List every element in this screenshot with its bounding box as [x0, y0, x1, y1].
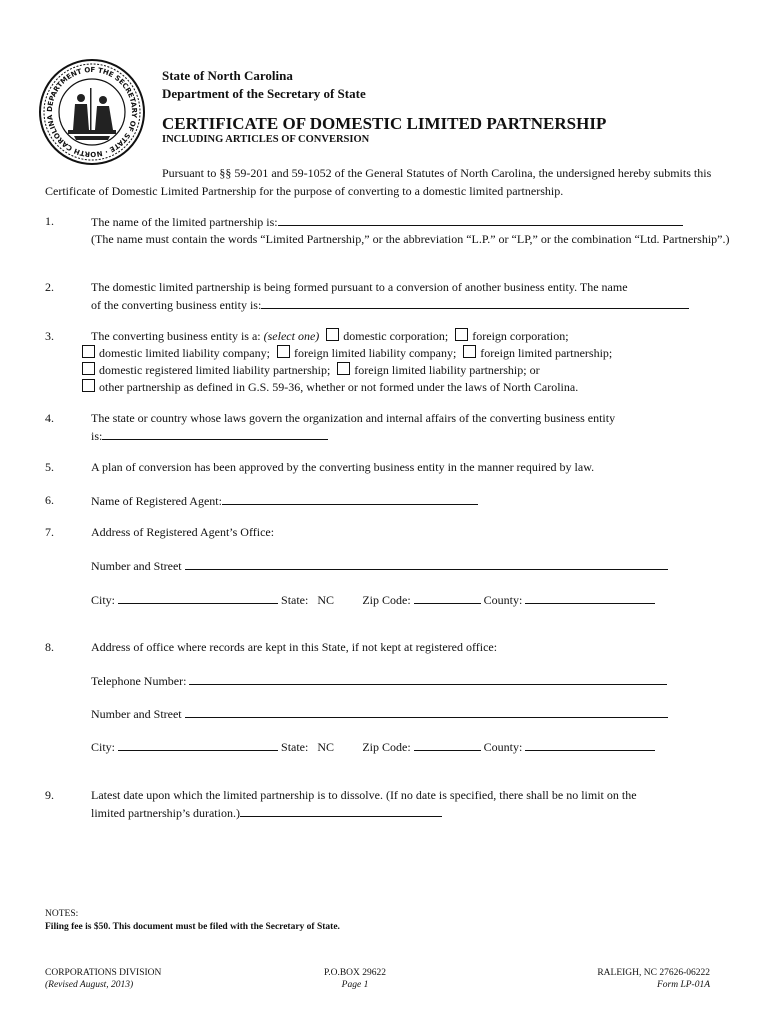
item-7-city-row [91, 591, 731, 609]
svg-text:DEPARTMENT OF THE SECRETARY OF [46, 66, 138, 158]
converting-entity-name-field[interactable] [261, 296, 689, 309]
item-number: 4. [45, 411, 54, 425]
state-seal [38, 58, 146, 166]
item-4 [91, 410, 731, 445]
agent-county-field[interactable] [525, 591, 655, 604]
item-7-text: Address of Registered Agent’s Office: [91, 525, 275, 539]
form-title: CERTIFICATE OF DOMESTIC LIMITED PARTNERSHIP [162, 114, 607, 133]
item-7-street-row [91, 557, 731, 575]
item-1 [91, 213, 731, 248]
footer-right [597, 967, 710, 991]
item-number: 3. [45, 329, 54, 343]
item-8-text: Address of office where records are kept in this State, if not kept at registered office: [91, 640, 498, 654]
item-5-text: A plan of conversion has been approved by the converting business entity in the manner required by law. [91, 460, 595, 474]
state-value: NC [317, 740, 335, 754]
item-number: 7. [45, 525, 54, 539]
state-value: NC [317, 593, 335, 607]
governing-jurisdiction-field[interactable] [102, 427, 328, 440]
phone-label: Telephone Number: [91, 674, 187, 688]
state-name: State of North Carolina [162, 68, 293, 83]
checkbox-domestic-llc[interactable] [82, 345, 95, 358]
footer-center [300, 967, 410, 991]
item-3 [91, 328, 731, 396]
state-label: State: [281, 593, 309, 607]
item-2-line2: of the converting business entity is: [91, 298, 262, 312]
item-6 [91, 492, 731, 510]
item-number: 9. [45, 788, 54, 802]
footer-pobox: P.O.BOX 29622 [323, 968, 387, 978]
records-zip-field[interactable] [414, 738, 481, 751]
registered-agent-field[interactable] [222, 492, 478, 505]
checkbox-foreign-llp[interactable] [337, 362, 350, 375]
dissolution-date-field[interactable] [240, 804, 442, 817]
city-label: City: [91, 740, 116, 754]
records-street-field[interactable] [185, 705, 668, 718]
item-3-lead: The converting business entity is a: [91, 329, 261, 343]
notes-label: NOTES: [45, 909, 79, 919]
select-one-hint: (select one) [263, 329, 320, 343]
item-8-city-row [91, 738, 731, 756]
item-number: 1. [45, 214, 54, 228]
street-label: Number and Street [91, 559, 182, 573]
department-name: Department of the Secretary of State [162, 86, 366, 101]
footer-left [45, 967, 161, 991]
footer-city: RALEIGH, NC 27626-06222 [597, 968, 710, 978]
option-label: foreign limited liability partnership; or [354, 363, 540, 377]
option-label: foreign corporation; [472, 329, 569, 343]
item-number: 5. [45, 460, 54, 474]
zip-label: Zip Code: [362, 593, 411, 607]
item-9-line1: Latest date upon which the limited partnership is to dissolve. (If no date is specified, there shall be no limit on the [91, 788, 637, 802]
agent-city-field[interactable] [118, 591, 278, 604]
item-8-phone-row [91, 672, 731, 690]
option-label: other partnership as defined in G.S. 59-36, whether or not formed under the laws of North Carolina. [99, 380, 579, 394]
option-label: domestic limited liability company; [99, 346, 270, 360]
item-2-line1: The domestic limited partnership is being formed pursuant to a conversion of another business entity. The name [91, 280, 628, 294]
checkbox-domestic-rllp[interactable] [82, 362, 95, 375]
item-4-line1: The state or country whose laws govern the organization and internal affairs of the converting business entity [91, 411, 616, 425]
checkbox-domestic-corporation[interactable] [326, 328, 339, 341]
item-8-street-row [91, 705, 731, 723]
checkbox-foreign-llc[interactable] [277, 345, 290, 358]
item-1-text: The name of the limited partnership is: [91, 215, 278, 229]
item-9 [91, 787, 741, 822]
city-label: City: [91, 593, 116, 607]
option-label: foreign limited liability company; [293, 346, 457, 360]
item-number: 6. [45, 493, 54, 507]
zip-label: Zip Code: [362, 740, 411, 754]
item-1-note: (The name must contain the words “Limited Partnership,” or the abbreviation “L.P.” or “LP,” or the combination “Ltd. Partnership”.) [91, 232, 730, 246]
records-phone-field[interactable] [189, 672, 667, 685]
footer-division: CORPORATIONS DIVISION [45, 968, 162, 978]
option-label: domestic corporation; [343, 329, 449, 343]
letterhead [162, 67, 366, 103]
item-9-line2: limited partnership’s duration.) [91, 806, 240, 820]
item-number: 2. [45, 280, 54, 294]
item-4-line2: is: [91, 429, 103, 443]
partnership-name-field[interactable] [278, 213, 683, 226]
footer-revised: (Revised August, 2013) [45, 980, 134, 990]
item-2 [91, 279, 731, 314]
seal-text: DEPARTMENT OF THE SECRETARY OF STATE · NORTH CAROLINA [45, 65, 139, 159]
checkbox-foreign-corporation[interactable] [455, 328, 468, 341]
page-number: Page 1 [341, 980, 369, 990]
state-label: State: [281, 740, 309, 754]
option-label: domestic registered limited liability partnership; [99, 363, 331, 377]
checkbox-foreign-lp[interactable] [463, 345, 476, 358]
agent-street-field[interactable] [185, 557, 668, 570]
checkbox-other-partnership[interactable] [82, 379, 95, 392]
county-label: County: [483, 740, 523, 754]
item-number: 8. [45, 640, 54, 654]
form-subtitle: INCLUDING ARTICLES OF CONVERSION [162, 134, 370, 145]
option-label: foreign limited partnership; [480, 346, 613, 360]
records-city-field[interactable] [118, 738, 278, 751]
notes-section [45, 908, 340, 934]
filing-fee-note: Filing fee is $50. This document must be filed with the Secretary of State. [45, 922, 340, 932]
county-label: County: [483, 593, 523, 607]
street-label: Number and Street [91, 707, 182, 721]
agent-zip-field[interactable] [414, 591, 481, 604]
form-number: Form LP-01A [656, 980, 710, 990]
item-6-text: Name of Registered Agent: [91, 494, 222, 508]
records-county-field[interactable] [525, 738, 655, 751]
intro-paragraph: Pursuant to §§ 59-201 and 59-1052 of the General Statutes of North Carolina, the undersigned hereby submits this Certificate of Domestic Limited Partnership for the purpose of converting to a domestic limited partnership. [45, 166, 712, 198]
